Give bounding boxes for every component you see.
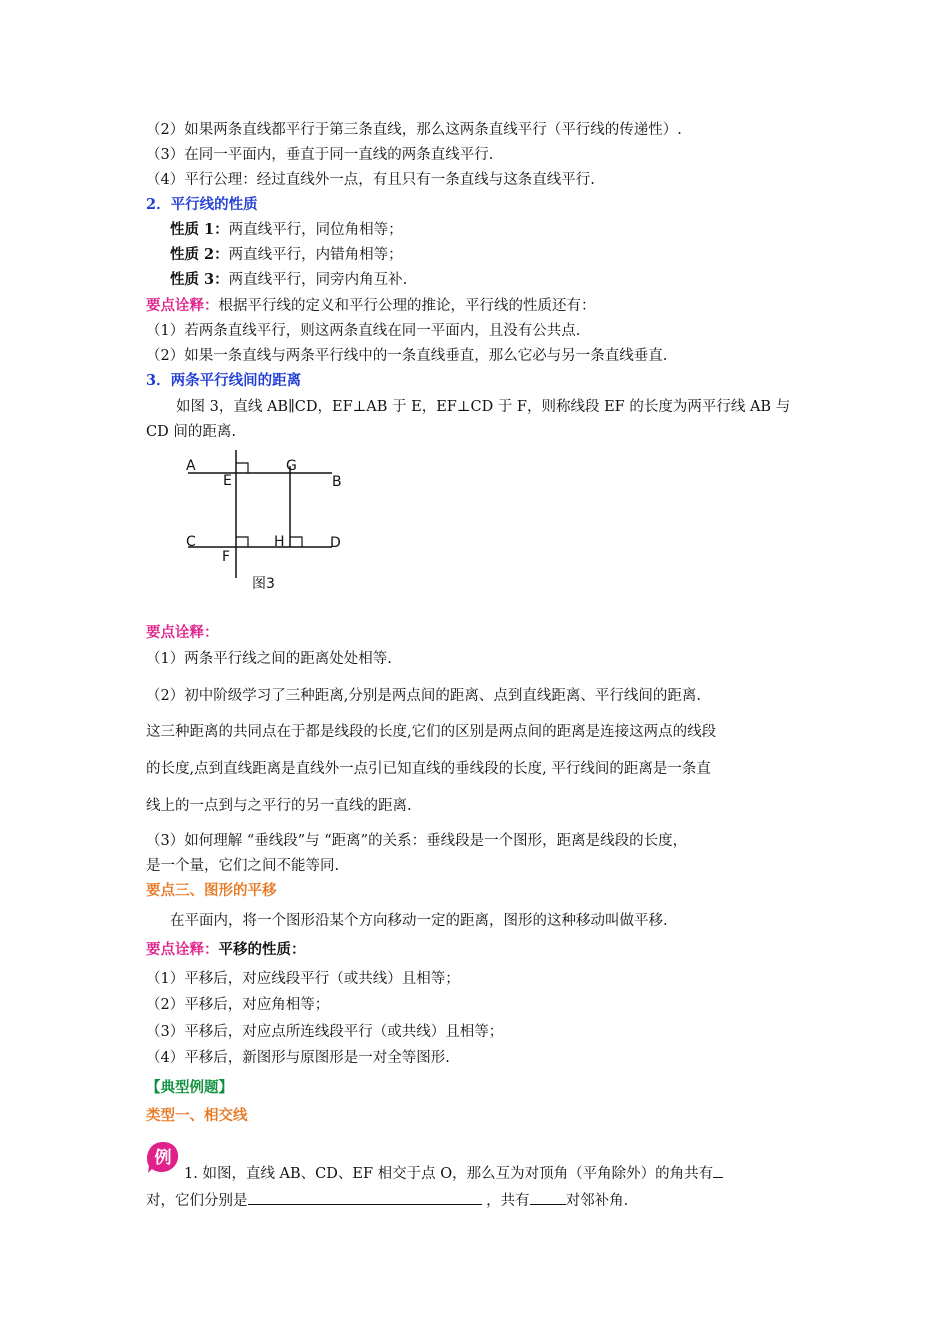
property-1 bbox=[170, 220, 403, 240]
notes2-item-2-line-1: （2）初中阶级学习了三种距离,分别是两点间的距离、点到直线距离、平行线间的距离. bbox=[146, 688, 701, 704]
question-1-line-2 bbox=[146, 1190, 628, 1211]
property-1-label: 性质 1： bbox=[170, 221, 229, 238]
section3-para-line-1: 如图 3，直线 AB∥CD，EF⊥AB 于 E，EF⊥CD 于 F，则称线段 EF 的长度为两平行线 AB 与 bbox=[176, 399, 791, 415]
section2-note-2: （2）如果一条直线与两条平行线中的一条直线垂直，那么它必与另一条直线垂直. bbox=[146, 348, 668, 364]
examples-heading: 【典型例题】 bbox=[146, 1079, 233, 1096]
intro-line-3: （3）在同一平面内，垂直于同一直线的两条直线平行. bbox=[146, 147, 494, 163]
notes2-item-2-line-4: 线上的一点到与之平行的另一直线的距离. bbox=[146, 798, 412, 814]
translation-note-title: 平移的性质： bbox=[218, 941, 306, 958]
translation-note bbox=[146, 940, 306, 960]
translation-definition: 在平面内，将一个图形沿某个方向移动一定的距离，图形的这种移动叫做平移. bbox=[170, 913, 668, 929]
translation-item-2: （2）平移后，对应角相等； bbox=[146, 997, 330, 1013]
note-text: 根据平行线的定义和平行公理的推论，平行线的性质还有： bbox=[218, 298, 596, 314]
question-1-line-1 bbox=[184, 1163, 723, 1184]
answer-blank-pairs[interactable] bbox=[713, 1163, 723, 1178]
translation-item-3: （3）平移后，对应点所连线段平行（或共线）且相等； bbox=[146, 1024, 504, 1040]
property-2-label: 性质 2： bbox=[170, 246, 229, 263]
notes2-item-2-line-3: 的长度,点到直线距离是直线外一点引已知直线的垂线段的长度, 平行线间的距离是一条直 bbox=[146, 761, 711, 777]
notes2-item-1: （1）两条平行线之间的距离处处相等. bbox=[146, 651, 392, 667]
property-2 bbox=[170, 245, 403, 265]
label-a: A bbox=[186, 458, 196, 474]
section3-heading: 3．两条平行线间的距离 bbox=[146, 372, 302, 389]
translation-item-4: （4）平移后，新图形与原图形是一对全等图形. bbox=[146, 1050, 450, 1066]
answer-blank-angles[interactable] bbox=[248, 1190, 482, 1205]
figure-3-diagram bbox=[182, 450, 352, 598]
section3-para-line-2: CD 间的距离. bbox=[146, 424, 236, 440]
property-2-text: 两直线平行，内错角相等； bbox=[228, 247, 403, 263]
intro-line-4: （4）平行公理：经过直线外一点，有且只有一条直线与这条直线平行. bbox=[146, 172, 595, 188]
intro-line-2: （2）如果两条直线都平行于第三条直线，那么这两条直线平行（平行线的传递性）. bbox=[146, 122, 682, 138]
right-angle-e bbox=[236, 463, 248, 473]
question-1-part-a: 对，它们分别是 bbox=[146, 1193, 248, 1209]
question-1-part-c: 对邻补角. bbox=[565, 1193, 629, 1209]
label-b: B bbox=[332, 474, 342, 490]
example-badge-icon bbox=[146, 1140, 180, 1174]
notes2-item-3-line-2: 是一个量，它们之间不能等同. bbox=[146, 858, 340, 874]
label-h: H bbox=[274, 534, 285, 550]
example-badge-text: 例 bbox=[154, 1148, 172, 1168]
property-3-text: 两直线平行，同旁内角互补. bbox=[228, 272, 408, 288]
notes2-label: 要点诠释： bbox=[146, 624, 219, 641]
section2-note bbox=[146, 296, 596, 316]
figure-3-caption: 图3 bbox=[252, 576, 275, 592]
property-3 bbox=[170, 270, 407, 290]
label-c: C bbox=[186, 534, 196, 550]
translation-heading: 要点三、图形的平移 bbox=[146, 882, 277, 899]
right-angle-f bbox=[236, 537, 248, 547]
answer-blank-adjacent[interactable] bbox=[530, 1190, 566, 1205]
notes2-item-3-line-1: （3）如何理解 “垂线段”与 “距离”的关系：垂线段是一个图形，距离是线段的长度， bbox=[146, 833, 688, 849]
label-g: G bbox=[286, 458, 297, 474]
property-3-label: 性质 3： bbox=[170, 271, 229, 288]
question-1-part-b: ，共有 bbox=[486, 1193, 530, 1209]
section2-note-1: （1）若两条直线平行，则这两条直线在同一平面内，且没有公共点. bbox=[146, 323, 581, 339]
label-d: D bbox=[330, 535, 341, 551]
label-e: E bbox=[223, 473, 232, 489]
notes2-item-2-line-2: 这三种距离的共同点在于都是线段的长度,它们的区别是两点间的距离是连接这两点的线段 bbox=[146, 724, 717, 740]
section2-heading: 2．平行线的性质 bbox=[146, 196, 258, 213]
right-angle-h bbox=[290, 537, 302, 547]
property-1-text: 两直线平行，同位角相等； bbox=[228, 222, 403, 238]
translation-note-label: 要点诠释： bbox=[146, 941, 219, 958]
question-1-text: 1. 如图，直线 AB、CD、EF 相交于点 O，那么互为对顶角（平角除外）的角共有 bbox=[184, 1166, 714, 1182]
note-label: 要点诠释： bbox=[146, 297, 219, 314]
type-1-heading: 类型一、相交线 bbox=[146, 1107, 248, 1124]
label-f: F bbox=[222, 549, 231, 565]
translation-item-1: （1）平移后，对应线段平行（或共线）且相等； bbox=[146, 971, 460, 987]
